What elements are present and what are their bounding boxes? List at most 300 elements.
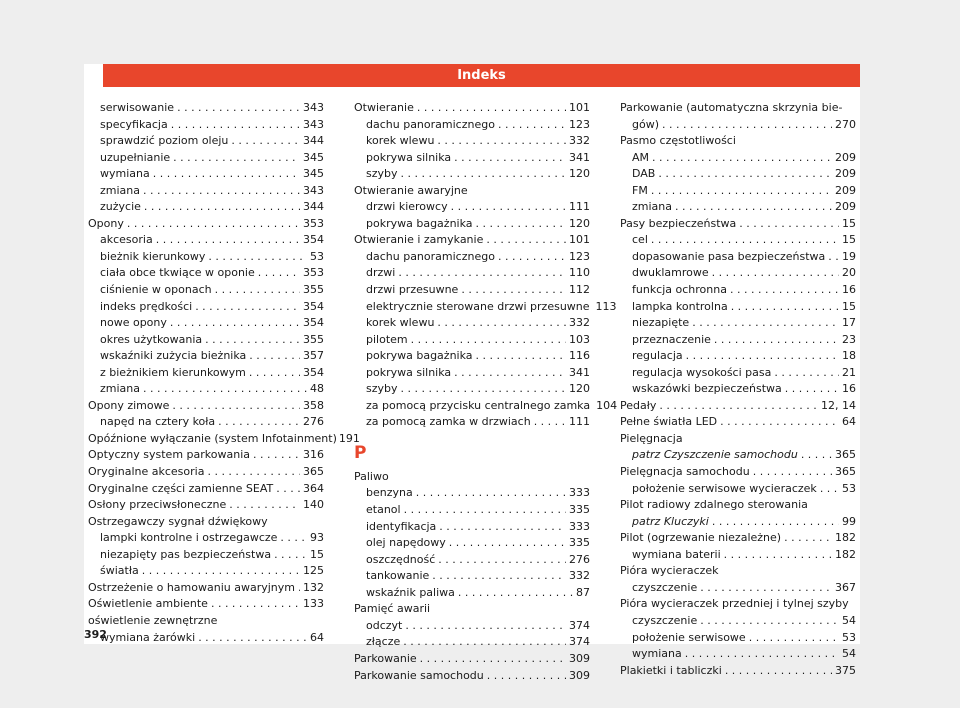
index-entry	[620, 365, 856, 382]
index-entry-page: 53	[842, 481, 856, 495]
index-entry	[88, 166, 324, 183]
index-entry	[620, 646, 856, 663]
index-entry-label: pokrywa bagażnika	[366, 349, 473, 363]
index-entry-page: 54	[842, 647, 856, 661]
index-entry-page: 365	[835, 448, 856, 462]
dot-leader	[714, 332, 839, 349]
index-entry	[88, 199, 324, 216]
dot-leader	[828, 249, 839, 266]
index-entry	[354, 299, 617, 316]
index-entry	[620, 580, 856, 597]
index-entry-label: akcesoria	[100, 233, 153, 247]
index-entry-label: szyby	[366, 382, 398, 396]
index-entry-page: 332	[569, 316, 590, 330]
index-entry-page: 365	[303, 465, 324, 479]
dot-leader	[651, 183, 832, 200]
dot-leader	[486, 232, 566, 249]
index-entry-label: zmiana	[100, 382, 140, 396]
dot-leader	[720, 414, 839, 431]
index-entry-page: 16	[842, 283, 856, 297]
dot-leader	[195, 299, 300, 316]
index-entry-page: 104	[596, 398, 618, 412]
index-entry	[88, 332, 324, 349]
index-entry-page: 353	[303, 266, 324, 280]
index-entry	[88, 232, 324, 249]
index-entry	[620, 348, 856, 365]
dot-leader	[739, 216, 839, 233]
index-entry	[354, 133, 590, 150]
index-entry	[88, 381, 324, 398]
index-entry	[620, 150, 856, 167]
index-entry-page: 335	[569, 536, 590, 550]
index-entry-label: identyfikacja	[366, 519, 437, 533]
index-entry-label: światła	[100, 564, 139, 578]
index-entry-label: Oświetlenie ambiente	[88, 597, 208, 611]
index-entry-page: 111	[569, 415, 590, 429]
index-entry-label: złącze	[366, 635, 401, 649]
index-entry-label: etanol	[366, 503, 401, 517]
index-column-2	[354, 100, 618, 684]
index-entry-label: napęd na cztery koła	[100, 415, 216, 429]
dot-leader	[253, 447, 300, 464]
index-entry	[620, 183, 856, 200]
index-entry	[88, 431, 360, 448]
dot-leader	[208, 249, 307, 266]
dot-leader	[401, 166, 566, 183]
index-entry-label: Pasy bezpieczeństwa	[620, 216, 737, 230]
index-entry-label: tankowanie	[366, 569, 430, 583]
index-entry-label: indeks prędkości	[100, 299, 193, 313]
index-entry-page: 335	[569, 503, 590, 517]
index-entry	[88, 365, 324, 382]
index-entry-label: bieżnik kierunkowy	[100, 249, 206, 263]
index-entry	[88, 398, 324, 415]
index-entry-label: lampki kontrolne i ostrzegawcze	[100, 531, 278, 545]
dot-leader	[753, 464, 832, 481]
dot-leader	[403, 634, 566, 651]
index-entry	[620, 414, 856, 431]
index-heading: Pamięć awarii	[354, 602, 431, 616]
index-entry	[620, 249, 856, 266]
dot-leader	[142, 563, 300, 580]
index-entry-label: wymiana żarówki	[100, 630, 196, 644]
index-entry-page: 20	[842, 266, 856, 280]
index-entry-label: drzwi przesuwne	[366, 283, 459, 297]
dot-leader	[784, 530, 832, 547]
dot-leader	[218, 414, 300, 431]
index-entry	[354, 535, 590, 552]
index-entry-page: 99	[842, 514, 856, 528]
index-entry-page: 133	[303, 597, 324, 611]
index-column-3	[620, 100, 856, 679]
index-entry	[88, 497, 324, 514]
dot-leader	[258, 265, 300, 282]
dot-leader	[774, 365, 839, 382]
dot-leader	[487, 668, 566, 685]
index-entry	[620, 232, 856, 249]
dot-leader	[215, 282, 300, 299]
index-entry-page: 53	[842, 630, 856, 644]
index-entry-page: 12, 14	[821, 398, 856, 412]
index-entry	[88, 596, 324, 613]
index-heading: Pielęgnacja	[620, 431, 683, 445]
index-entry	[620, 398, 856, 415]
index-section-letter: P	[354, 442, 367, 463]
index-entry-label: Plakietki i tabliczki	[620, 663, 722, 677]
index-entry	[620, 199, 856, 216]
index-entry-label: Pełne światła LED	[620, 415, 718, 429]
index-entry-label: Parkowanie	[354, 651, 417, 665]
index-entry-label: Opony	[88, 216, 124, 230]
index-entry	[88, 547, 324, 564]
index-entry	[88, 481, 324, 498]
index-entry	[354, 199, 590, 216]
index-entry	[88, 530, 324, 547]
index-entry	[354, 315, 590, 332]
index-entry-label: Otwieranie i zamykanie	[354, 233, 484, 247]
index-entry-label: pokrywa bagażnika	[366, 216, 473, 230]
dot-leader	[700, 613, 839, 630]
dot-leader	[205, 332, 300, 349]
index-entry-label: wymiana baterii	[632, 547, 721, 561]
index-heading: Pilot radiowy zdalnego sterowania	[620, 498, 808, 512]
index-entry	[354, 381, 590, 398]
dot-leader	[458, 585, 573, 602]
index-entry-page: 182	[835, 531, 856, 545]
index-entry	[354, 265, 590, 282]
dot-leader	[658, 166, 832, 183]
index-entry	[620, 530, 856, 547]
index-entry-label: specyfikacja	[100, 117, 168, 131]
index-entry-page: 191	[338, 431, 360, 445]
index-entry	[620, 630, 856, 647]
index-entry-page: 17	[842, 316, 856, 330]
index-entry-label: wskaźniki zużycia bieżnika	[100, 349, 247, 363]
dot-leader	[652, 150, 832, 167]
index-entry-label: niezapięte	[632, 316, 690, 330]
dot-leader	[143, 183, 300, 200]
index-entry-page: 15	[310, 547, 324, 561]
index-heading: Otwieranie awaryjne	[354, 183, 468, 197]
index-entry-label: FM	[632, 183, 648, 197]
index-entry-page: 354	[303, 299, 324, 313]
index-entry-label: dwuklamrowe	[632, 266, 709, 280]
dot-leader	[454, 365, 566, 382]
index-entry-page: 365	[835, 465, 856, 479]
index-entry-page: 367	[835, 580, 856, 594]
dot-leader	[143, 381, 307, 398]
dot-leader	[211, 596, 300, 613]
index-entry	[620, 547, 856, 564]
dot-leader	[785, 381, 839, 398]
dot-leader	[454, 150, 566, 167]
index-entry-page: 344	[303, 134, 324, 148]
index-entry	[88, 100, 324, 117]
index-entry	[354, 166, 590, 183]
index-entry-page: 111	[569, 200, 590, 214]
index-entry	[88, 580, 324, 597]
index-entry-label: patrz Czyszczenie samochodu	[632, 448, 798, 462]
dot-leader	[153, 166, 300, 183]
dot-leader	[449, 535, 566, 552]
index-entry	[620, 481, 856, 498]
index-entry	[620, 299, 856, 316]
index-entry-page: 15	[842, 216, 856, 230]
index-entry	[620, 282, 856, 299]
index-entry-page: 332	[569, 134, 590, 148]
dot-leader	[398, 265, 566, 282]
dot-leader	[461, 282, 566, 299]
index-heading: Parkowanie (automatyczna skrzynia bie-	[620, 101, 843, 114]
index-entry-page: 19	[842, 249, 856, 263]
dot-leader	[730, 282, 839, 299]
dot-leader	[432, 568, 566, 585]
index-entry-label: Opóźnione wyłączanie (system Infotainment)	[88, 431, 337, 445]
index-entry-label: drzwi	[366, 266, 396, 280]
index-entry	[620, 613, 856, 630]
index-entry	[88, 464, 324, 481]
index-entry-label: za pomocą zamka w drzwiach	[366, 415, 531, 429]
dot-leader	[724, 547, 832, 564]
dot-leader	[437, 315, 566, 332]
index-entry-label: zużycie	[100, 200, 141, 214]
dot-leader	[411, 332, 566, 349]
index-entry-page: 353	[303, 216, 324, 230]
index-entry-page: 103	[569, 332, 590, 346]
index-entry	[354, 618, 590, 635]
index-entry	[354, 552, 590, 569]
index-entry-page: 270	[835, 117, 856, 131]
index-entry-label: benzyna	[366, 486, 413, 500]
index-entry-label: funkcja ochronna	[632, 283, 727, 297]
index-entry-page: 309	[569, 651, 590, 665]
dot-leader	[651, 232, 839, 249]
dot-leader	[276, 481, 300, 498]
index-entry	[354, 668, 590, 685]
index-entry-label: korek wlewu	[366, 134, 435, 148]
index-entry-page: 333	[569, 519, 590, 533]
dot-leader	[675, 199, 832, 216]
index-heading: oświetlenie zewnętrzne	[88, 613, 218, 627]
index-entry-label: Osłony przeciwsłoneczne	[88, 498, 227, 512]
index-entry-page: 120	[569, 167, 590, 181]
index-entry	[354, 348, 590, 365]
index-entry-label: cel	[632, 233, 648, 247]
index-entry	[354, 414, 590, 431]
index-entry-label: czyszczenie	[632, 580, 698, 594]
index-entry-label: z bieżnikiem kierunkowym	[100, 365, 246, 379]
index-entry	[354, 519, 590, 536]
index-entry-page: 54	[842, 613, 856, 627]
index-entry	[620, 315, 856, 332]
dot-leader	[274, 547, 307, 564]
index-entry-page: 344	[303, 200, 324, 214]
index-entry-page: 113	[595, 299, 617, 313]
index-entry	[354, 585, 590, 602]
dot-leader	[700, 580, 832, 597]
index-entry-label: dachu panoramicznego	[366, 117, 495, 131]
index-entry-page: 120	[569, 216, 590, 230]
dot-leader	[731, 299, 839, 316]
dot-leader	[173, 150, 300, 167]
index-entry-label: Parkowanie samochodu	[354, 668, 484, 682]
index-entry-page: 374	[569, 635, 590, 649]
index-entry	[354, 216, 590, 233]
dot-leader	[820, 481, 839, 498]
index-entry-page: 343	[303, 117, 324, 131]
index-entry-label: czyszczenie	[632, 613, 698, 627]
index-entry-label: serwisowanie	[100, 101, 175, 114]
dot-leader	[659, 398, 818, 415]
dot-leader	[438, 552, 566, 569]
index-entry	[88, 414, 324, 431]
dot-leader	[416, 485, 566, 502]
index-entry	[88, 249, 324, 266]
index-entry-label: Pielęgnacja samochodu	[620, 465, 750, 479]
index-entry-page: 182	[835, 547, 856, 561]
index-entry-label: regulacja wysokości pasa	[632, 365, 772, 379]
index-entry-page: 123	[569, 117, 590, 131]
dot-leader	[476, 216, 566, 233]
index-entry-label: zmiana	[632, 200, 672, 214]
index-entry	[88, 282, 324, 299]
dot-leader	[229, 497, 300, 514]
index-entry-page: 64	[842, 415, 856, 429]
index-entry-page: 209	[835, 150, 856, 164]
dot-leader	[207, 464, 300, 481]
index-entry-label: przeznaczenie	[632, 332, 711, 346]
index-entry	[354, 568, 590, 585]
index-entry	[88, 265, 324, 282]
index-entry	[354, 282, 590, 299]
index-entry-label: Otwieranie	[354, 101, 414, 114]
index-entry-label: zmiana	[100, 183, 140, 197]
index-entry-page: 48	[310, 382, 324, 396]
index-entry-label: Optyczny system parkowania	[88, 448, 250, 462]
index-entry-label: drzwi kierowcy	[366, 200, 448, 214]
dot-leader	[280, 530, 307, 547]
index-entry	[354, 100, 590, 117]
index-entry-page: 23	[842, 332, 856, 346]
index-entry	[88, 117, 324, 134]
index-entry-page: 209	[835, 200, 856, 214]
index-entry	[620, 447, 856, 464]
index-entry-page: 209	[835, 183, 856, 197]
index-entry-page: 358	[303, 398, 324, 412]
index-entry-page: 357	[303, 349, 324, 363]
index-heading: Paliwo	[354, 469, 389, 483]
index-entry-page: 341	[569, 365, 590, 379]
index-entry-label: oszczędność	[366, 552, 436, 566]
index-entry-page: 354	[303, 365, 324, 379]
index-entry-page: 93	[310, 531, 324, 545]
index-entry	[620, 265, 856, 282]
index-entry-label: wymiana	[632, 647, 682, 661]
index-entry-label: olej napędowy	[366, 536, 446, 550]
index-entry-label: położenie serwisowe wycieraczek	[632, 481, 817, 495]
index-entry-label: gów)	[632, 117, 660, 131]
index-entry-label: regulacja	[632, 349, 683, 363]
index-entry-label: szyby	[366, 167, 398, 181]
dot-leader	[231, 133, 300, 150]
index-entry	[354, 365, 590, 382]
index-entry-page: 101	[569, 233, 590, 247]
page-header: Indeks	[103, 64, 860, 87]
dot-leader	[171, 117, 300, 134]
index-entry	[620, 216, 856, 233]
index-entry	[620, 663, 856, 680]
dot-leader	[437, 133, 566, 150]
index-entry	[88, 150, 324, 167]
index-entry-label: ciśnienie w oponach	[100, 283, 212, 297]
dot-leader	[712, 514, 839, 531]
index-entry-page: 132	[303, 580, 324, 594]
index-entry-label: wskazówki bezpieczeństwa	[632, 382, 782, 396]
index-entry-label: za pomocą przycisku centralnego zamka	[366, 398, 591, 412]
index-entry-page: 18	[842, 349, 856, 363]
index-entry-page: 333	[569, 486, 590, 500]
index-entry-label: patrz Kluczyki	[632, 514, 709, 528]
index-entry-label: Oryginalne akcesoria	[88, 465, 205, 479]
index-entry-page: 120	[569, 382, 590, 396]
index-entry	[88, 299, 324, 316]
index-entry-label: wskaźnik paliwa	[366, 585, 455, 599]
dot-leader	[498, 117, 566, 134]
index-entry-page: 354	[303, 316, 324, 330]
index-entry	[88, 183, 324, 200]
index-entry	[620, 514, 856, 531]
dot-leader	[498, 249, 566, 266]
index-entry-page: 110	[569, 266, 590, 280]
dot-leader	[177, 100, 300, 117]
index-entry	[620, 166, 856, 183]
dot-leader	[685, 646, 839, 663]
dot-leader	[144, 199, 300, 216]
index-entry-label: pilotem	[366, 332, 408, 346]
dot-leader	[127, 216, 300, 233]
index-entry	[354, 232, 590, 249]
index-entry	[354, 398, 618, 415]
dot-leader	[801, 447, 832, 464]
index-entry	[354, 117, 590, 134]
index-entry-page: 15	[842, 299, 856, 313]
index-entry-label: Oryginalne części zamienne SEAT	[88, 481, 274, 495]
index-entry-label: Opony zimowe	[88, 398, 170, 412]
index-entry	[88, 563, 324, 580]
index-entry-page: 123	[569, 249, 590, 263]
index-heading: Ostrzegawczy sygnał dźwiękowy	[88, 514, 268, 528]
dot-leader	[712, 265, 839, 282]
index-entry-page: 53	[310, 249, 324, 263]
dot-leader	[198, 630, 307, 647]
dot-leader	[401, 381, 566, 398]
index-entry	[354, 651, 590, 668]
index-entry-page: 375	[835, 663, 856, 677]
index-entry	[354, 150, 590, 167]
index-entry	[88, 447, 324, 464]
index-entry-page: 332	[569, 569, 590, 583]
dot-leader	[749, 630, 839, 647]
index-entry	[620, 332, 856, 349]
index-entry-label: okres użytkowania	[100, 332, 203, 346]
index-entry-page: 140	[303, 498, 324, 512]
index-entry-label: pokrywa silnika	[366, 150, 452, 164]
index-heading: Pióra wycieraczek przedniej i tylnej szyby	[620, 597, 849, 611]
index-entry-page: 276	[569, 552, 590, 566]
index-entry-page: 345	[303, 167, 324, 181]
dot-leader	[298, 580, 300, 597]
index-entry-page: 309	[569, 668, 590, 682]
